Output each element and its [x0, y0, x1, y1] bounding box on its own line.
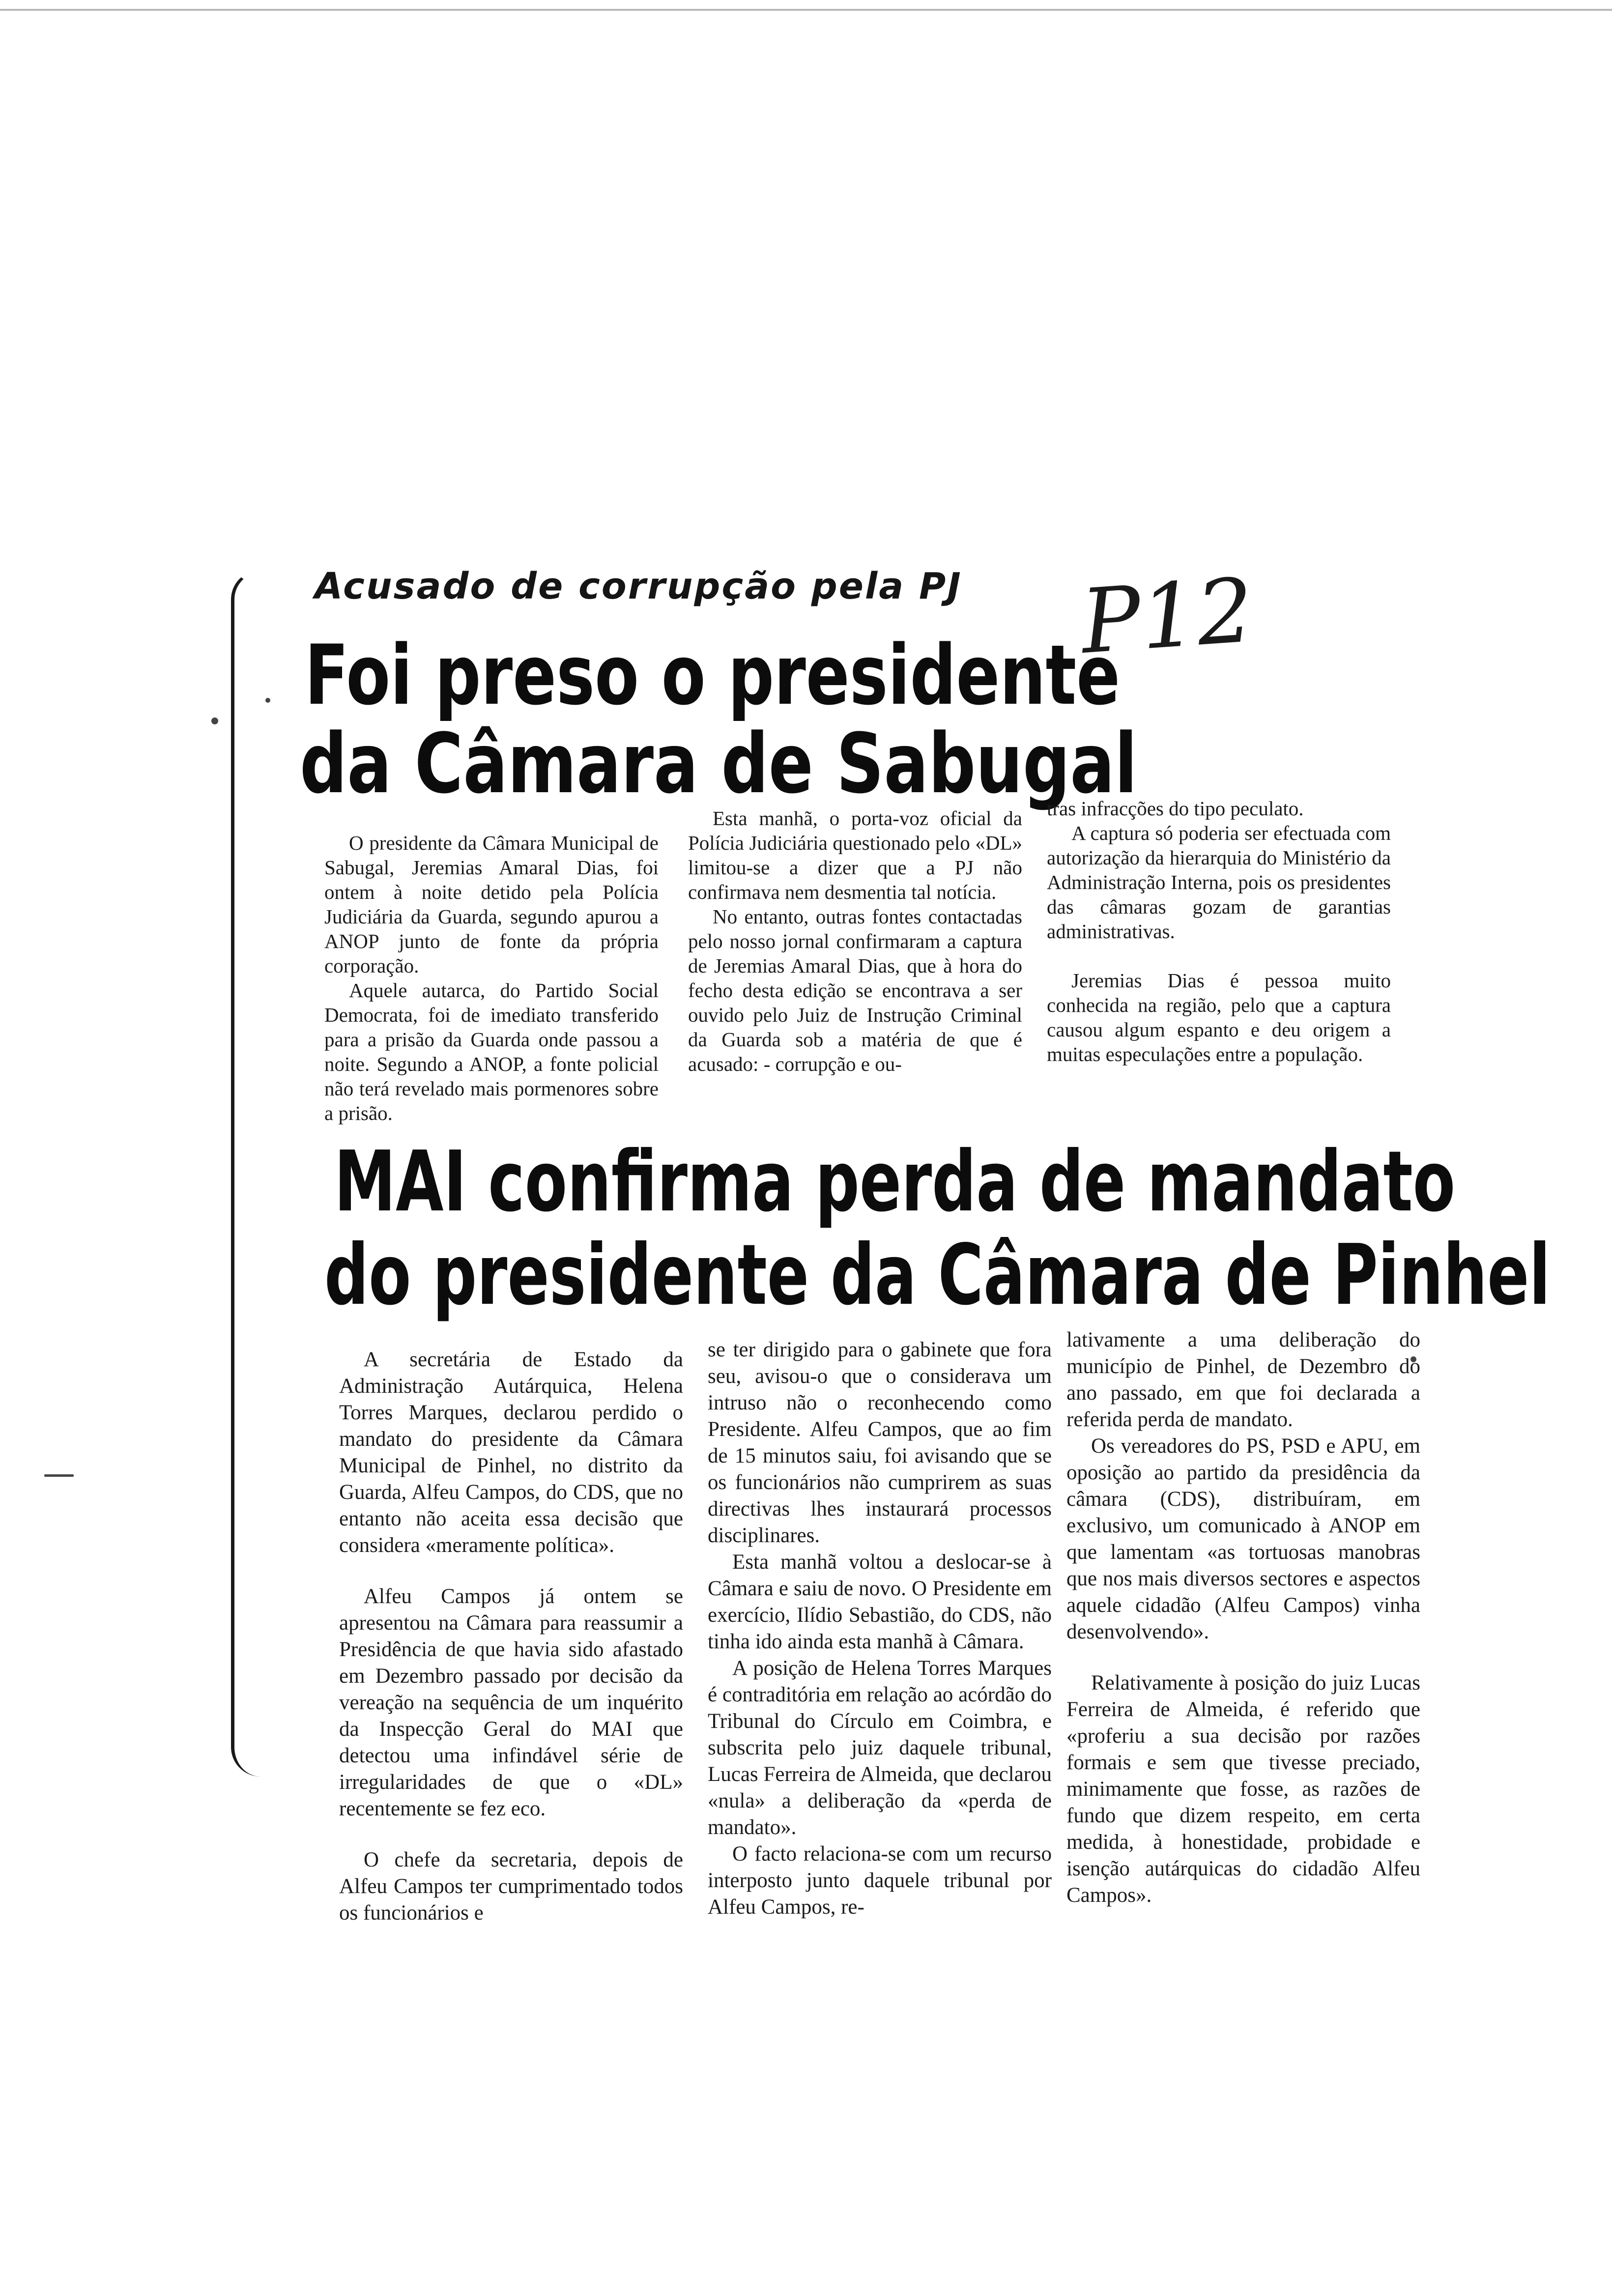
article2-headline-line2: do presidente da Câmara de Pinhel	[324, 1227, 1551, 1324]
paragraph: Alfeu Campos já ontem se apresentou na Câmara para reassumir a Presidência de que havia sido afastado em Dezembro passado por decisão da vereação na sequência de um inquérito da Inspecção Geral do MAI que detectou uma infindável série de irregularidades de que o «DL» recentemente se fez eco.	[339, 1585, 683, 1820]
paragraph: Relativamente à posição do juiz Lucas Ferreira de Almeida, é referido que «proferiu a sua decisão por razões formais e sem que tivesse preciado, minimamente que fosse, as razões de fundo que dizem respeito, em certa medida, à honestidade, probidade e isenção autárquicas do cidadão Alfeu Campos».	[1066, 1671, 1420, 1907]
paragraph: Os vereadores do PS, PSD e APU, em oposição ao partido da presidência da câmara (CDS), distribuíram, em exclusivo, um comunicado à ANOP em que lamentam «as tortuosas manobras que nos mais diversos sectores e aspectos aquele cidadão (Alfeu Campos) vinha desenvolvendo».	[1066, 1435, 1420, 1643]
scan-speck	[265, 698, 270, 703]
scan-speck	[211, 718, 218, 724]
scan-edge-line	[0, 9, 1612, 11]
article1-column-2	[688, 806, 1022, 1076]
paragraph: Jeremias Dias é pessoa muito conhecida na região, pelo que a captura causou algum espanto e deu origem a muitas especulações entre a população.	[1047, 969, 1391, 1065]
article1-headline-line1: Foi preso o presidente	[305, 627, 1121, 723]
article1-kicker: Acusado de corrupção pela PJ	[315, 565, 962, 607]
paragraph: A secretária de Estado da Administração Autárquica, Helena Torres Marques, declarou perdido o mandato do presidente da Câmara Municipal de Pinhel, no distrito da Guarda, Alfeu Campos, do CDS, que no entanto não aceita essa decisão que considera «meramente política».	[339, 1348, 683, 1557]
handwritten-page-note: P12	[1078, 559, 1257, 674]
paragraph: tras infracções do tipo peculato.	[1047, 797, 1304, 820]
paragraph: O presidente da Câmara Municipal de Sabugal, Jeremias Amaral Dias, foi ontem à noite detido pela Polícia Judiciária da Guarda, segundo apurou a ANOP junto de fonte da própria corporação.	[324, 832, 659, 977]
paragraph: Esta manhã voltou a deslocar-se à Câmara e saiu de novo. O Presidente em exercício, Ilídio Sebastião, do CDS, não tinha ido ainda esta manhã à Câmara.	[708, 1550, 1052, 1653]
paragraph: Aquele autarca, do Partido Social Democrata, foi de imediato transferido para a prisão da Guarda onde passou a noite. Segundo a ANOP, a fonte policial não terá revelado mais pormenores sobre a prisão.	[324, 979, 659, 1124]
article1-column-3	[1047, 796, 1391, 1066]
article2-headline-line1: MAI confirma perda de mandato	[334, 1133, 1456, 1231]
article2-column-2	[708, 1337, 1052, 1921]
article2-column-1	[339, 1347, 683, 1926]
paragraph: A posição de Helena Torres Marques é contraditória em relação ao acórdão do Tribunal do Círculo em Coimbra, e subscrita pelo juiz daquele tribunal, Lucas Ferreira de Almeida, que declarou «nula» a deliberação da «perda de mandato».	[708, 1657, 1052, 1839]
paragraph: se ter dirigido para o gabinete que fora seu, avisou-o que o considerava um intruso não o reconhecendo como Presidente. Alfeu Campos, que ao fim de 15 minutos saiu, foi avisando que se os funcionários não cumprirem as suas directivas lhes instaurará processos disciplinares.	[708, 1338, 1052, 1547]
paragraph: O chefe da secretaria, depois de Alfeu Campos ter cumprimentado todos os funcionários e	[339, 1848, 683, 1924]
paragraph: No entanto, outras fontes contactadas pelo nosso jornal confirmaram a captura de Jeremias Amaral Dias, que à hora do fecho desta edição se encontrava a ser ouvido pelo Juiz de Instrução Criminal da Guarda sob a matéria de que é acusado: - corrupção e ou-	[688, 905, 1022, 1075]
article2-column-3	[1066, 1327, 1420, 1909]
paragraph: lativamente a uma deliberação do município de Pinhel, de Dezembro do ano passado, em que foi declarada a referida perda de mandato.	[1066, 1328, 1420, 1431]
hand-drawn-bracket	[231, 570, 269, 1777]
article1-headline-line2: da Câmara de Sabugal	[300, 716, 1138, 812]
article1-column-1	[324, 831, 659, 1125]
paragraph: A captura só poderia ser efectuada com autorização da hierarquia do Ministério da Administração Interna, pois os presidentes das câmaras gozam de garantias administrativas.	[1047, 822, 1391, 943]
scan-speck	[44, 1474, 74, 1477]
paragraph: Esta manhã, o porta-voz oficial da Polícia Judiciária questionado pelo «DL» limitou-se a dizer que a PJ não confirmava nem desmentia tal notícia.	[688, 807, 1022, 903]
paragraph: O facto relaciona-se com um recurso interposto junto daquele tribunal por Alfeu Campos, re-	[708, 1842, 1052, 1919]
